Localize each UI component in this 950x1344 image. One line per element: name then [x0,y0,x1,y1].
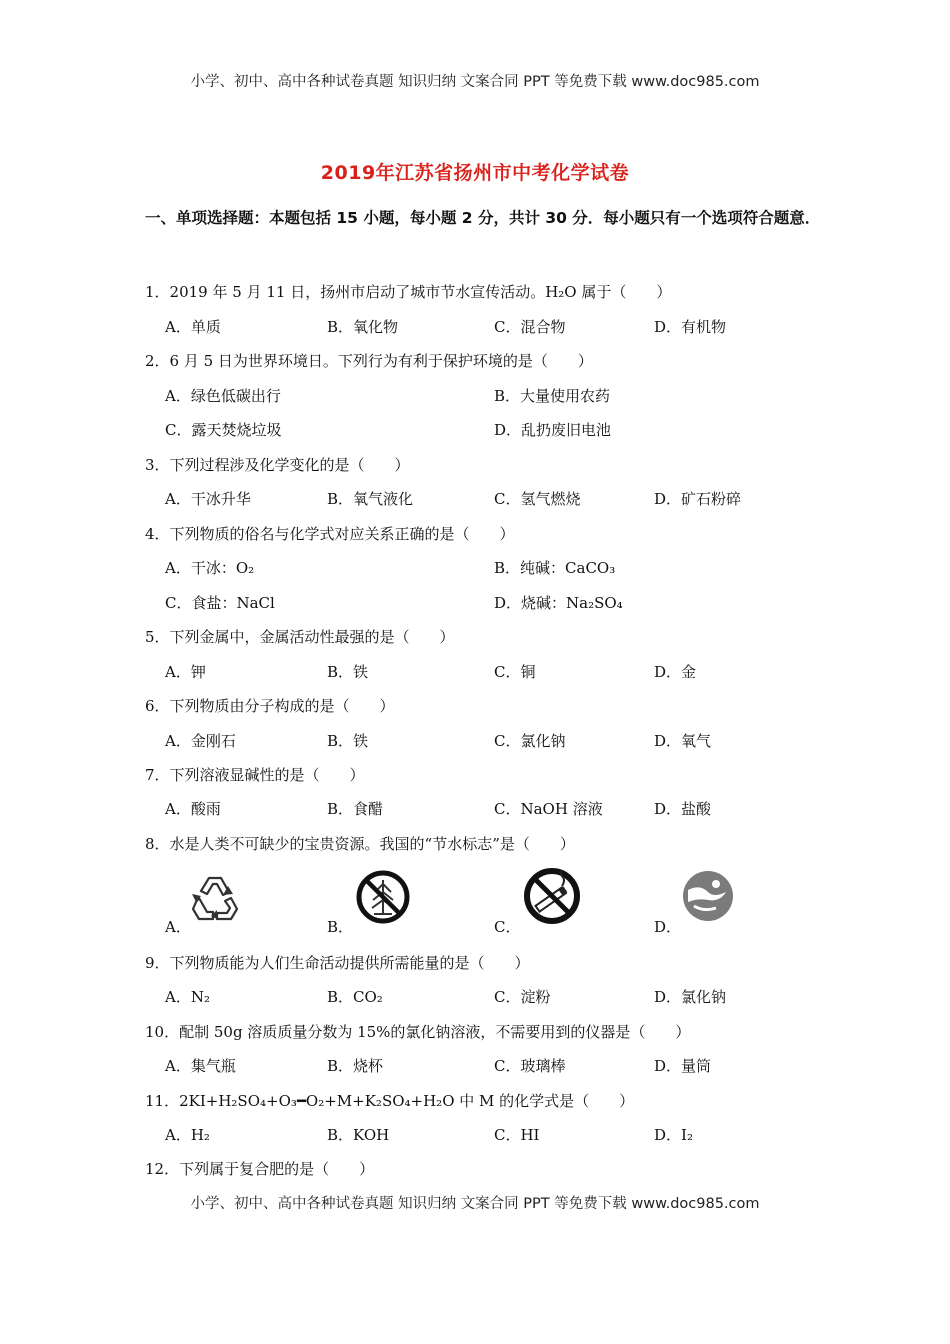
question-5-option-c[interactable]: C．铜 [494,663,536,681]
question-11-option-c[interactable]: C．HI [494,1126,540,1144]
question-2-option-c[interactable]: C．露天焚烧垃圾 [165,421,282,439]
question-7-option-a[interactable]: A．酸雨 [165,800,221,818]
question-3-stem: 3．下列过程涉及化学变化的是（ ） [145,456,410,474]
question-7-stem: 7．下列溶液显碱性的是（ ） [145,766,365,784]
question-11-stem: 11．2KI+H₂SO₄+O₃━O₂+M+K₂SO₄+H₂O 中 M 的化学式是（ ） [145,1092,635,1110]
question-6-option-d[interactable]: D．氧气 [654,732,712,750]
question-2-option-d[interactable]: D．乱扔废旧电池 [494,421,612,439]
no-smoking-icon [522,866,582,926]
water-saving-icon [680,868,736,924]
question-6-stem: 6．下列物质由分子构成的是（ ） [145,697,395,715]
question-8-stem: 8．水是人类不可缺少的宝贵资源。我国的“节水标志”是（ ） [145,835,575,853]
recycle-icon [187,872,243,924]
question-4-option-d[interactable]: D．烧碱：Na₂SO₄ [494,594,623,612]
question-3-option-c[interactable]: C．氢气燃烧 [494,490,581,508]
page-title: 2019年江苏省扬州市中考化学试卷 [320,162,630,184]
question-2-option-a[interactable]: A．绿色低碳出行 [165,387,281,405]
question-5-option-d[interactable]: D．金 [654,663,697,681]
question-9-option-c[interactable]: C．淀粉 [494,988,551,1006]
question-10-stem: 10．配制 50g 溶质质量分数为 15%的氯化钠溶液，不需要用到的仪器是（ ） [145,1023,691,1041]
question-8-option-a[interactable]: A． [165,918,191,936]
question-1-option-a[interactable]: A．单质 [165,318,221,336]
page-header: 小学、初中、高中各种试卷真题 知识归纳 文案合同 PPT 等免费下载 www.doc985.com [190,74,760,90]
question-1-option-c[interactable]: C．混合物 [494,318,566,336]
question-10-option-c[interactable]: C．玻璃棒 [494,1057,566,1075]
question-7-option-d[interactable]: D．盐酸 [654,800,712,818]
question-7-option-c[interactable]: C．NaOH 溶液 [494,800,603,818]
question-11-option-a[interactable]: A．H₂ [165,1126,210,1144]
question-9-option-d[interactable]: D．氯化钠 [654,988,727,1006]
question-6-option-c[interactable]: C．氯化钠 [494,732,566,750]
question-1-stem: 1．2019 年 5 月 11 日，扬州市启动了城市节水宣传活动。H₂O 属于（ ） [145,283,672,301]
question-12-stem: 12．下列属于复合肥的是（ ） [145,1160,375,1178]
page-footer: 小学、初中、高中各种试卷真题 知识归纳 文案合同 PPT 等免费下载 www.doc985.com [190,1196,760,1212]
question-9-stem: 9．下列物质能为人们生命活动提供所需能量的是（ ） [145,954,530,972]
question-3-option-b[interactable]: B．氧气液化 [327,490,414,508]
no-tree-cutting-icon [354,868,412,926]
question-4-stem: 4．下列物质的俗名与化学式对应关系正确的是（ ） [145,525,515,543]
question-6-option-b[interactable]: B．铁 [327,732,369,750]
question-1-option-b[interactable]: B．氧化物 [327,318,399,336]
section-heading: 一、单项选择题：本题包括 15 小题，每小题 2 分，共计 30 分．每小题只有一个选项符合题意． [145,209,821,227]
question-5-option-b[interactable]: B．铁 [327,663,369,681]
question-10-option-a[interactable]: A．集气瓶 [165,1057,236,1075]
question-9-option-b[interactable]: B．CO₂ [327,988,383,1006]
question-1-option-d[interactable]: D．有机物 [654,318,727,336]
question-8-option-b[interactable]: B． [327,918,354,936]
question-10-option-b[interactable]: B．烧杯 [327,1057,384,1075]
question-4-option-b[interactable]: B．纯碱：CaCO₃ [494,559,616,577]
question-11-option-b[interactable]: B．KOH [327,1126,390,1144]
question-2-stem: 2．6 月 5 日为世界环境日。下列行为有利于保护环境的是（ ） [145,352,593,370]
question-6-option-a[interactable]: A．金刚石 [165,732,236,750]
question-4-option-a[interactable]: A．干冰：O₂ [165,559,255,577]
question-2-option-b[interactable]: B．大量使用农药 [494,387,611,405]
question-7-option-b[interactable]: B．食醋 [327,800,384,818]
question-5-option-a[interactable]: A．钾 [165,663,206,681]
question-3-option-a[interactable]: A．干冰升华 [165,490,251,508]
question-8-option-d[interactable]: D． [654,918,682,936]
question-3-option-d[interactable]: D．矿石粉碎 [654,490,742,508]
question-8-option-c[interactable]: C． [494,918,521,936]
question-9-option-a[interactable]: A．N₂ [165,988,210,1006]
question-10-option-d[interactable]: D．量筒 [654,1057,712,1075]
question-5-stem: 5．下列金属中，金属活动性最强的是（ ） [145,628,455,646]
question-4-option-c[interactable]: C．食盐：NaCl [165,594,275,612]
question-11-option-d[interactable]: D．I₂ [654,1126,693,1144]
